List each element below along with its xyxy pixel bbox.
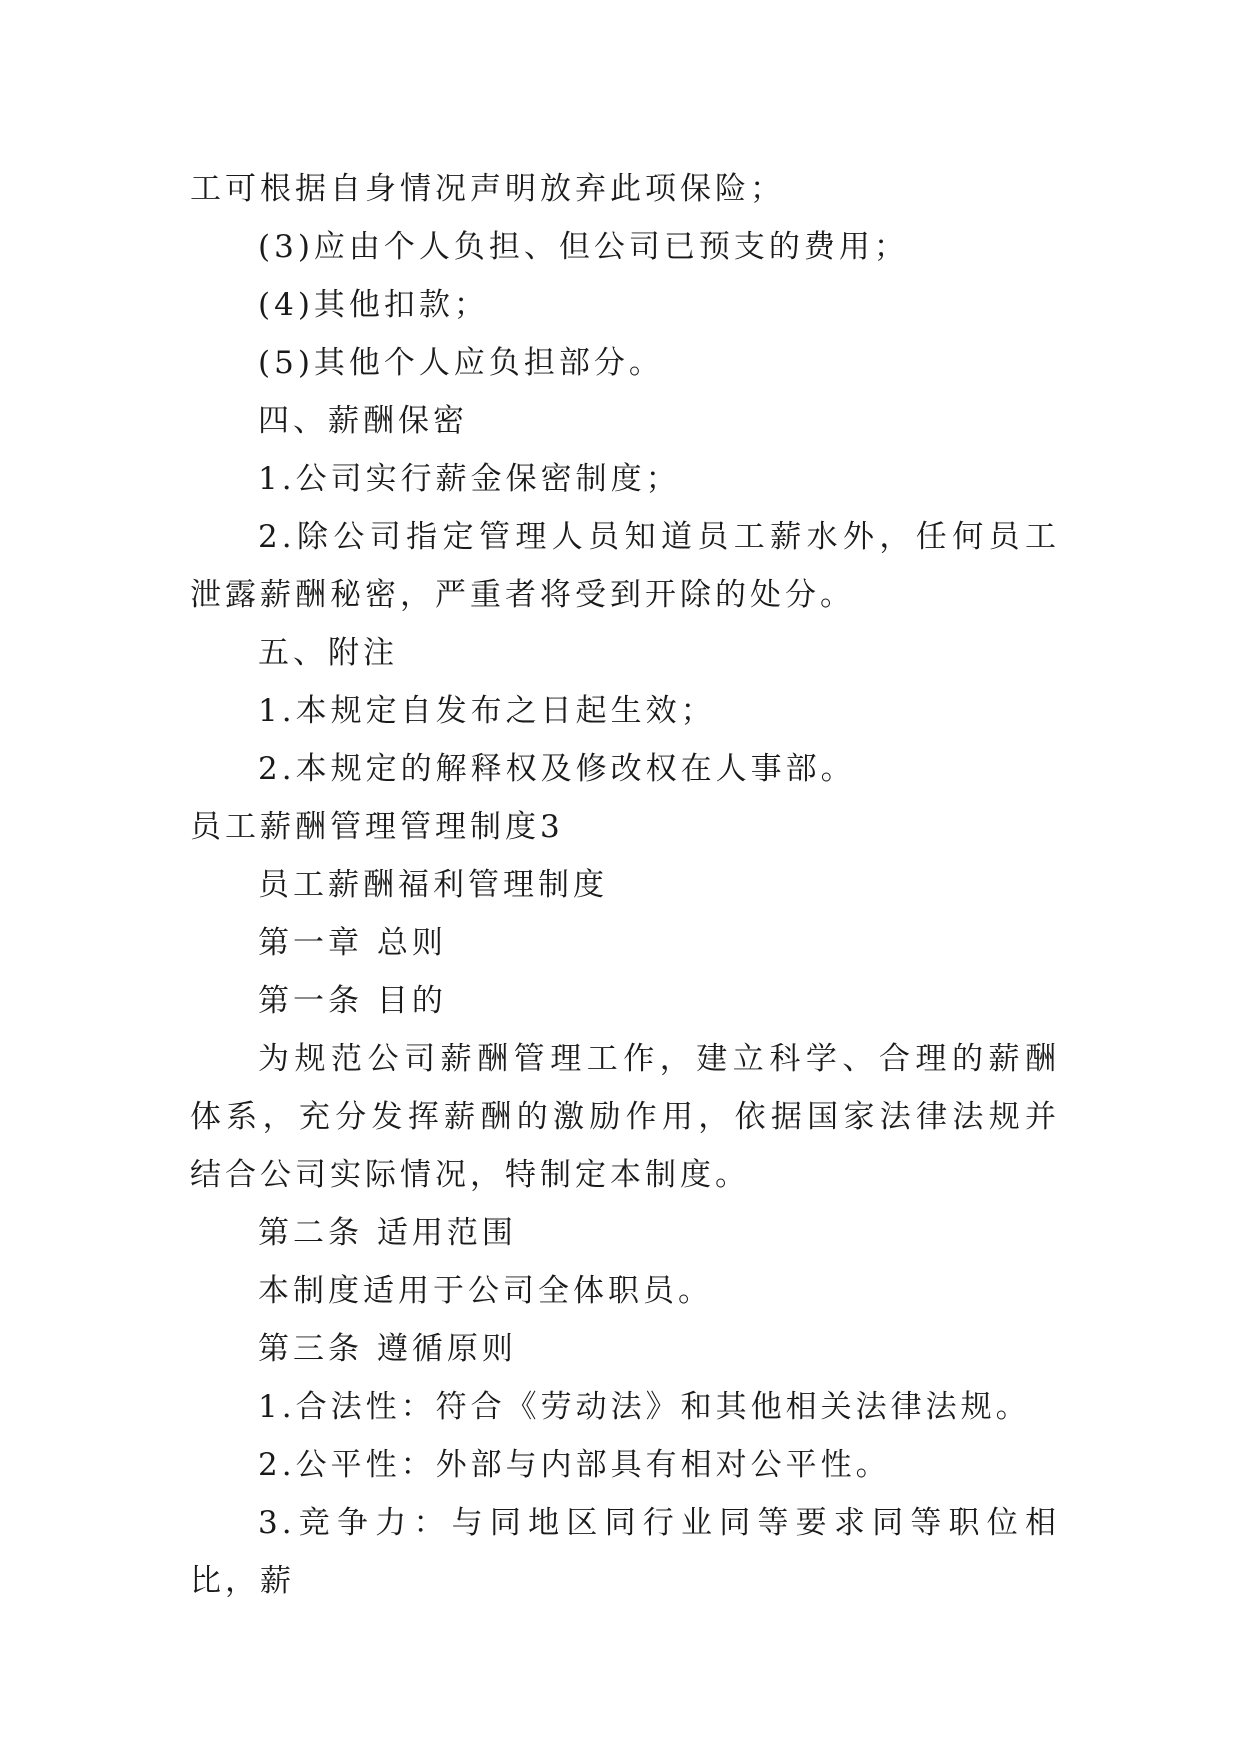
- paragraph: 1.合法性：符合《劳动法》和其他相关法律法规。: [258, 1389, 1031, 1425]
- section-heading: 四、薪酬保密: [258, 403, 468, 439]
- paragraph: 2.公平性：外部与内部具有相对公平性。: [258, 1447, 891, 1483]
- paragraph: 1.公司实行薪金保密制度；: [258, 461, 681, 497]
- document-title: 员工薪酬管理管理制度3: [190, 809, 564, 845]
- article-heading: 第一条 目的: [258, 983, 447, 1019]
- document-subtitle: 员工薪酬福利管理制度: [258, 867, 608, 903]
- article-heading: 第二条 适用范围: [258, 1215, 517, 1251]
- paragraph: 1.本规定自发布之日起生效；: [258, 693, 716, 729]
- paragraph: (5)其他个人应负担部分。: [258, 345, 664, 381]
- paragraph: 3.竞争力：与同地区同行业同等要求同等职位相比，薪: [190, 1505, 1060, 1599]
- paragraph: 为规范公司薪酬管理工作，建立科学、合理的薪酬体系，充分发挥薪酬的激励作用，依据国家法律法规并结合公司实际情况，特制定本制度。: [190, 1041, 1060, 1193]
- paragraph: 工可根据自身情况声明放弃此项保险；: [190, 171, 785, 207]
- paragraph: 2.除公司指定管理人员知道员工薪水外，任何员工泄露薪酬秘密，严重者将受到开除的处分。: [190, 519, 1060, 613]
- chapter-heading: 第一章 总则: [258, 925, 447, 961]
- document-body: [190, 160, 1060, 1610]
- section-heading: 五、附注: [258, 635, 398, 671]
- paragraph: (3)应由个人负担、但公司已预支的费用；: [258, 229, 909, 265]
- paragraph: 2.本规定的解释权及修改权在人事部。: [258, 751, 856, 787]
- article-heading: 第三条 遵循原则: [258, 1331, 517, 1367]
- paragraph: (4)其他扣款；: [258, 287, 489, 323]
- paragraph: 本制度适用于公司全体职员。: [258, 1273, 713, 1309]
